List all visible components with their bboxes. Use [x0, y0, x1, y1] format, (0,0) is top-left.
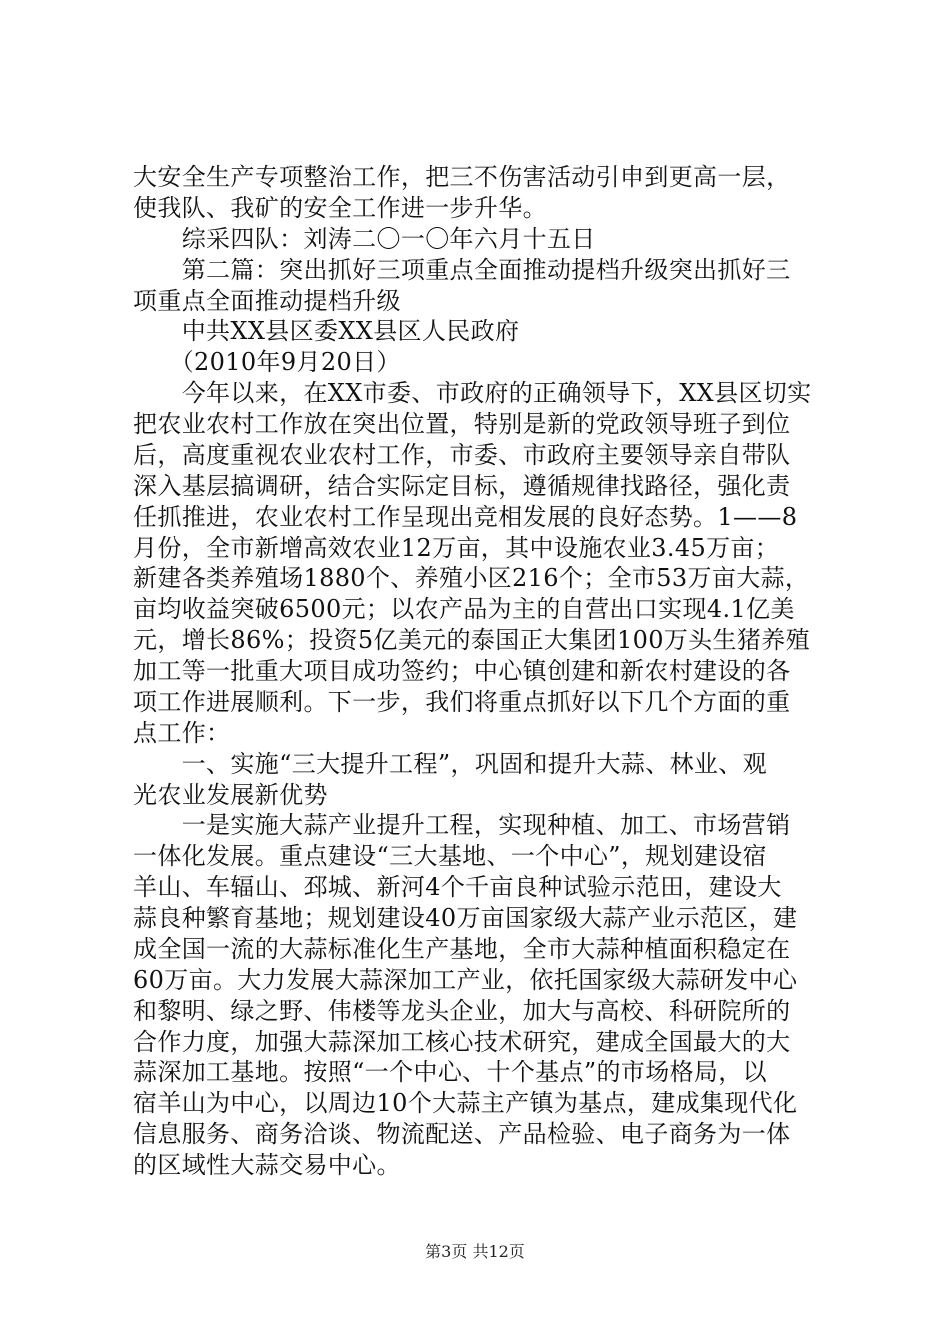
text-line: 蒜深加工基地。按照“一个中心、十个基点”的市场格局，以	[133, 1058, 767, 1086]
text-line: 合作力度，加强大蒜深加工核心技术研究，建成全国最大的大	[133, 1028, 791, 1056]
text-line: 后，高度重视农业农村工作，市委、市政府主要领导亲自带队	[133, 441, 791, 469]
text-line: 月份，全市新增高效农业12万亩，其中设施农业3.45万亩；	[133, 534, 780, 562]
section-heading: 第二篇：突出抓好三项重点全面推动提档升级突出抓好三	[133, 256, 791, 284]
text-line: 一体化发展。重点建设“三大基地、一个中心”，规划建设宿	[133, 842, 767, 870]
section-heading: 一、实施“三大提升工程”，巩固和提升大蒜、林业、观	[133, 750, 767, 778]
author-line: 中共XX县区委XX县区人民政府	[133, 317, 520, 345]
text-line: 点工作：	[133, 719, 231, 747]
text-line: 60万亩。大力发展大蒜深加工产业，依托国家级大蒜研发中心	[133, 966, 798, 994]
text-line: 任抓推进，农业农村工作呈现出竞相发展的良好态势。1——8	[133, 503, 798, 531]
text-line: 一是实施大蒜产业提升工程，实现种植、加工、市场营销	[133, 811, 791, 839]
signature-line: 综采四队：刘涛二〇一〇年六月十五日	[133, 225, 596, 253]
text-line: 把农业农村工作放在突出位置，特别是新的党政领导班子到位	[133, 410, 791, 438]
text-line: 元，增长86%；投资5亿美元的泰国正大集团100万头生猪养殖	[133, 626, 810, 654]
text-line: 项工作进展顺利。下一步，我们将重点抓好以下几个方面的重	[133, 688, 791, 716]
text-line: 的区域性大蒜交易中心。	[133, 1151, 401, 1179]
text-line: 信息服务、商务洽谈、物流配送、产品检验、电子商务为一体	[133, 1120, 791, 1148]
text-line: 羊山、车辐山、邳城、新河4个千亩良种试验示范田，建设大	[133, 873, 782, 901]
text-line: 深入基层搞调研，结合实际定目标，遵循规律找路径，强化责	[133, 472, 791, 500]
text-line: 亩均收益突破6500元；以农产品为主的自营出口实现4.1亿美	[133, 595, 795, 623]
section-heading: 项重点全面推动提档升级	[133, 287, 401, 315]
section-heading: 光农业发展新优势	[133, 781, 328, 809]
text-line: 宿羊山为中心，以周边10个大蒜主产镇为基点，建成集现代化	[133, 1089, 798, 1117]
date-line: （2010年9月20日）	[133, 348, 401, 376]
page-number: 第3页 共12页	[425, 1242, 525, 1261]
text-line: 成全国一流的大蒜标准化生产基地，全市大蒜种植面积稳定在	[133, 935, 791, 963]
text-line: 新建各类养殖场1880个、养殖小区216个；全市53万亩大蒜，	[133, 564, 810, 592]
text-line: 和黎明、绿之野、伟楼等龙头企业，加大与高校、科研院所的	[133, 997, 791, 1025]
text-line: 今年以来，在XX市委、市政府的正确领导下，XX县区切实	[133, 379, 812, 407]
text-line: 大安全生产专项整治工作，把三不伤害活动引申到更高一层，	[133, 163, 791, 191]
text-line: 加工等一批重大项目成功签约；中心镇创建和新农村建设的各	[133, 657, 791, 685]
text-line: 蒜良种繁育基地；规划建设40万亩国家级大蒜产业示范区，建	[133, 904, 798, 932]
text-line: 使我队、我矿的安全工作进一步升华。	[133, 194, 547, 222]
